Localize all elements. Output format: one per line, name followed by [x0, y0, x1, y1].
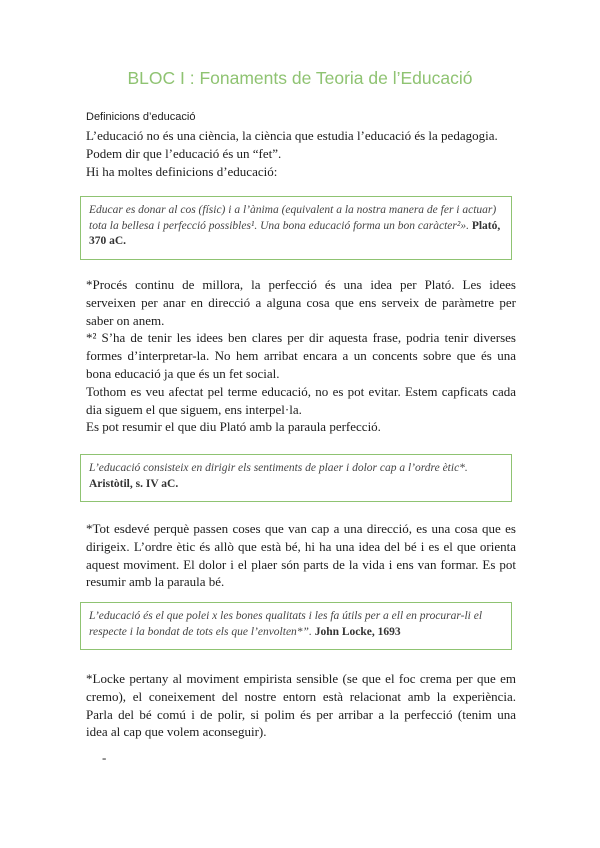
text-line: L’educació no és una ciència, la ciència que estudia l’educació és la pedagogia.	[86, 128, 498, 143]
quote-author: John Locke, 1693	[314, 625, 401, 638]
text-line: dia siguem el que siguem, ens interpel·la.	[86, 401, 302, 417]
text-line: Hi ha moltes definicions d’educació:	[86, 163, 278, 179]
commentary-plato	[86, 276, 516, 436]
commentary-aristotle	[86, 520, 516, 591]
text-line: Tothom es veu afectat pel terme educació, no es pot evitar. Estem capficats cada	[86, 383, 516, 399]
text-line: bona educació ja que és un fet social.	[86, 365, 280, 381]
text-line: formes d’interpretar-la. No hem arribat encara a un concents sobre que és una	[86, 348, 516, 364]
text-line: *Tot esdevé perquè passen coses que van cap a una direcció, es una cosa que es	[86, 521, 516, 536]
page-title: BLOC I : Fonaments de Teoria de l’Educació	[127, 68, 473, 88]
text-line: aquest moviment. El dolor i el plaer són parts de la vida i ens van formar. Es pot	[86, 556, 516, 572]
text-line: *Procés continu de millora, la perfecció és una idea per Plató. Les idees	[86, 277, 516, 292]
text-line: cremo), el coneixement del nostre entorn està relacionat amb la experiència.	[86, 688, 516, 704]
text-line: idea al cap que volem aconseguir).	[86, 724, 267, 740]
intro-paragraph	[86, 127, 516, 180]
quote-text: Educar es donar al cos (físic) i a l’ànima (equivalent a la nostra manera de fer i actuar) tota la bellesa i perfecció possibles¹. Una bona educació forma un bon caràcter²».	[89, 204, 497, 232]
text-line: *² S’ha de tenir les idees ben clares per dir aquesta frase, podria tenir diverses	[86, 330, 516, 346]
text-line: Es pot resumir el que diu Plató amb la paraula perfecció.	[86, 419, 381, 435]
quote-box-plato	[80, 196, 512, 260]
trailing-dash: -	[102, 750, 107, 765]
quote-author: Plató, 370 aC.	[89, 219, 501, 247]
text-line: Podem dir que l’educació és un “fet”.	[86, 145, 282, 161]
quote-text: L’educació consisteix en dirigir els sentiments de plaer i dolor cap a l’ordre ètic*.	[89, 462, 468, 474]
text-line: *Locke pertany al moviment empirista sensible (se que el foc crema per que em	[86, 671, 516, 686]
text-line: dirigeix. L’ordre ètic és allò que està bé, hi ha una idea del bé i es el que orienta	[86, 538, 516, 554]
commentary-locke	[86, 670, 516, 741]
quote-box-aristotle	[80, 454, 512, 502]
text-line: saber on anem.	[86, 312, 165, 328]
quote-box-locke	[80, 602, 512, 650]
section-heading: Definicions d’educació	[86, 111, 196, 123]
quote-text: L’educació és el que polei x les bones qualitats i les fa útils per a ell en procurar-li el respecte i la bondat de tots els que l’envolten*”.	[89, 610, 483, 638]
text-line: Parla del bé comú i de polir, si polim és per arribar a la perfecció (tenim una	[86, 706, 516, 722]
text-line: serveixen per anar en direcció a alguna cosa que ens serveix de paràmetre per	[86, 294, 516, 310]
quote-author: Aristòtil, s. IV aC.	[89, 477, 179, 490]
text-line: resumir amb la paraula bé.	[86, 574, 225, 590]
